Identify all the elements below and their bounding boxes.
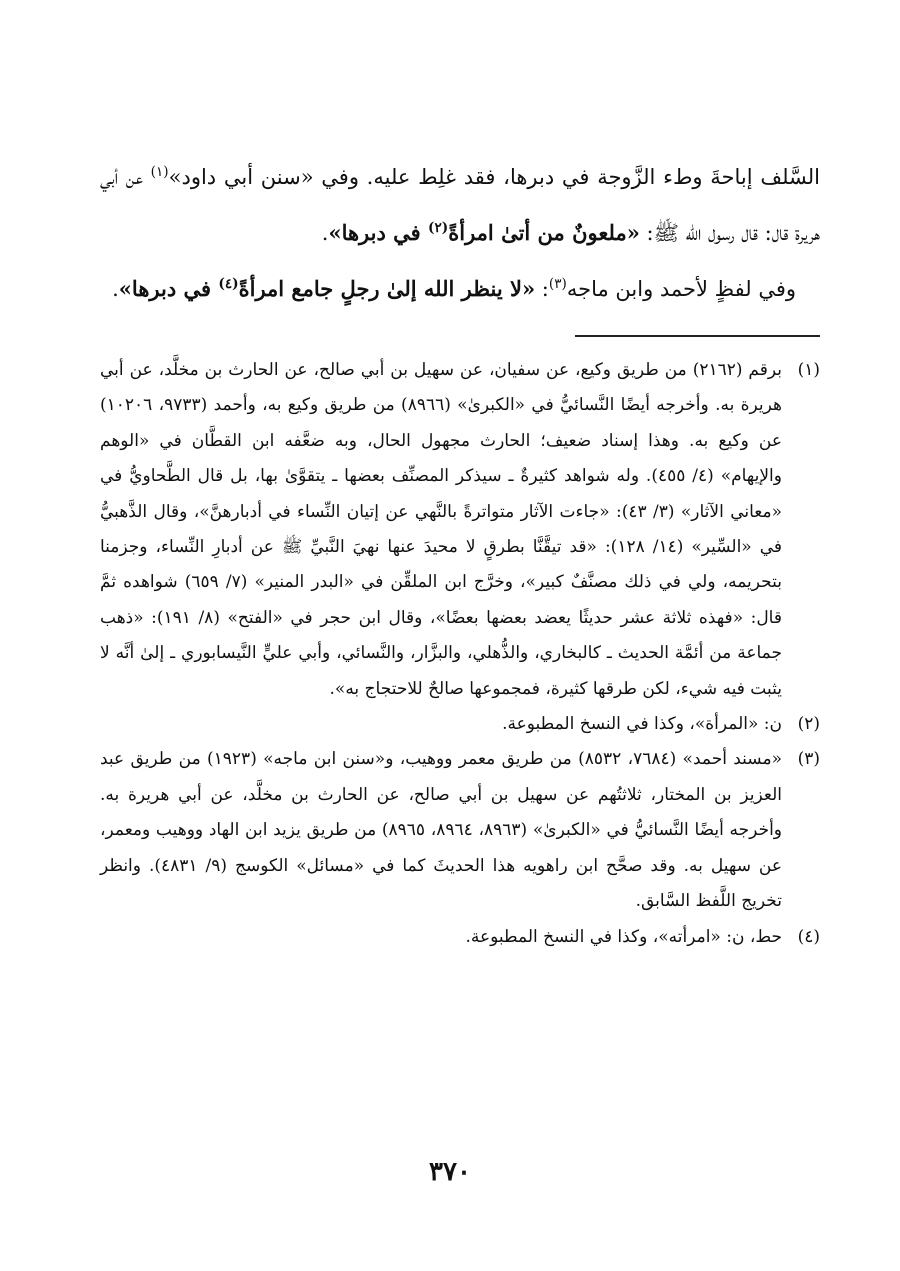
footnote-ref-4[interactable]: (٤) bbox=[218, 276, 239, 292]
footnote-text-2: ن: «المرأة»، وكذا في النسخ المطبوعة. bbox=[502, 714, 782, 735]
hadith-quote-1-part-2: في دبرها» bbox=[328, 220, 428, 245]
hadith-quote-1-part-1: «ملعونٌ من أتىٰ امرأةً bbox=[448, 220, 640, 245]
hadith-quote-2-part-1: «لا ينظر الله إلىٰ رجلٍ جامع امرأةً bbox=[238, 276, 536, 301]
footnote-3 bbox=[100, 742, 820, 919]
footnote-ref-3[interactable]: (٣) bbox=[548, 276, 567, 292]
footnote-separator bbox=[575, 335, 820, 337]
footnote-number-1: (١) bbox=[797, 360, 820, 380]
hadith-quote-2-part-2: في دبرها» bbox=[118, 276, 219, 301]
hadith-quote-2 bbox=[119, 276, 535, 301]
footnote-ref-2[interactable]: (٢) bbox=[427, 220, 449, 236]
main-p2-text-3: . bbox=[112, 277, 119, 301]
main-text bbox=[100, 150, 820, 317]
footnotes-section bbox=[100, 353, 820, 955]
main-p1-text-2: عن أبي هريرة قال: قال رسول الله ﷺ: bbox=[100, 165, 820, 245]
main-p2-text-2: : bbox=[535, 277, 549, 301]
page-number: ٣٧٠ bbox=[429, 1157, 471, 1187]
page-body bbox=[100, 150, 820, 955]
main-p1-text-1: السَّلف إباحةَ وطء الزَّوجة في دبرها، فقد غلِط عليه. وفي «سنن أبي داود» bbox=[168, 165, 820, 189]
footnote-text-1: برقم (٢١٦٢) من طريق وكيع، عن سفيان، عن سهيل بن أبي صالح، عن الحارث بن مخلَّد، عن أبي هريرة به. وأخرجه أيضًا النَّسائيُّ في «الكبرىٰ» (٨٩٦٦) من طريق وكيع به، وأحمد (٩٧٣٣، ١٠٢٠٦) عن وكيع به. وهذا إسناد ضعيف؛ الحارث مجهول الحال، وبه ضعَّفه ابن القطَّان في «الوهم والإيهام» (٤/ ٤٥٥). وله شواهد كثيرةٌ ـ سيذكر المصنِّف بعضها ـ يتقوَّىٰ بها، بل قال الطَّحاويُّ في «معاني الآثار» (٣/ ٤٣): «جاءت الآثار متواترةً بالنَّهي عن إتيان النِّساء في أدبارهنَّ»، وقال الذَّهبيُّ في «السِّير» (١٤/ ١٢٨): «قد تيقَّنَّا بطرقٍ لا محيدَ عنها نهيَ النَّبيِّ ﷺ عن أدبارِ النِّساء، وجزمنا بتحريمه، ولي في ذلك مصنَّفٌ كبير»، وخرَّج ابن الملقِّن في «البدر المنير» (٧/ ٦٥٩) شواهده ثمَّ قال: «فهذه ثلاثة عشر حديثًا يعضد بعضها بعضًا»، وقال ابن حجر في «الفتح» (٨/ ١٩١): «ذهب جماعة من أئمَّة الحديث ـ كالبخاري، والذُّهلي، والبزَّار، والنَّسائي، وأبي عليٍّ النَّيسابوري ـ إلىٰ أنَّه لا يثبت فيه شيء، لكن طرقها كثيرة، فمجموعها صالحٌ للاحتجاج به». bbox=[100, 360, 783, 699]
footnote-text-4: حط، ن: «امرأته»، وكذا في النسخ المطبوعة. bbox=[465, 926, 782, 947]
hadith-quote-1 bbox=[328, 220, 639, 245]
footnote-4 bbox=[100, 920, 820, 955]
footnote-number-2: (٢) bbox=[797, 714, 820, 735]
main-paragraph-1 bbox=[100, 150, 820, 261]
footnote-1 bbox=[100, 353, 820, 707]
footnote-text-3: «مسند أحمد» (٧٦٨٤، ٨٥٣٢) من طريق معمر ووهيب، و«سنن ابن ماجه» (١٩٢٣) من طريق عبد العزيز بن المختار، ثلاثتُهم عن سهيل بن أبي صالح، عن الحارث بن مخلَّد، عن أبي هريرة به. وأخرجه أيضًا النَّسائيُّ في «الكبرىٰ» (٨٩٦٣، ٨٩٦٤، ٨٩٦٥) من طريق يزيد ابن الهاد ووهيب ومعمر، عن سهيل به. وقد صحَّح ابن راهويه هذا الحديثَ كما في «مسائل» الكوسج (٩/ ٤٨٣١). وانظر تخريج اللَّفظ السَّابق. bbox=[100, 749, 783, 912]
main-p2-text-1: وفي لفظٍ لأحمد وابن ماجه bbox=[566, 277, 796, 301]
footnote-number-4: (٤) bbox=[797, 926, 820, 947]
main-p1-text-3: . bbox=[321, 221, 329, 245]
footnote-ref-1[interactable]: (١) bbox=[150, 164, 169, 180]
main-paragraph-2 bbox=[100, 261, 820, 317]
footnote-2 bbox=[100, 707, 820, 742]
footnote-number-3: (٣) bbox=[797, 749, 820, 770]
